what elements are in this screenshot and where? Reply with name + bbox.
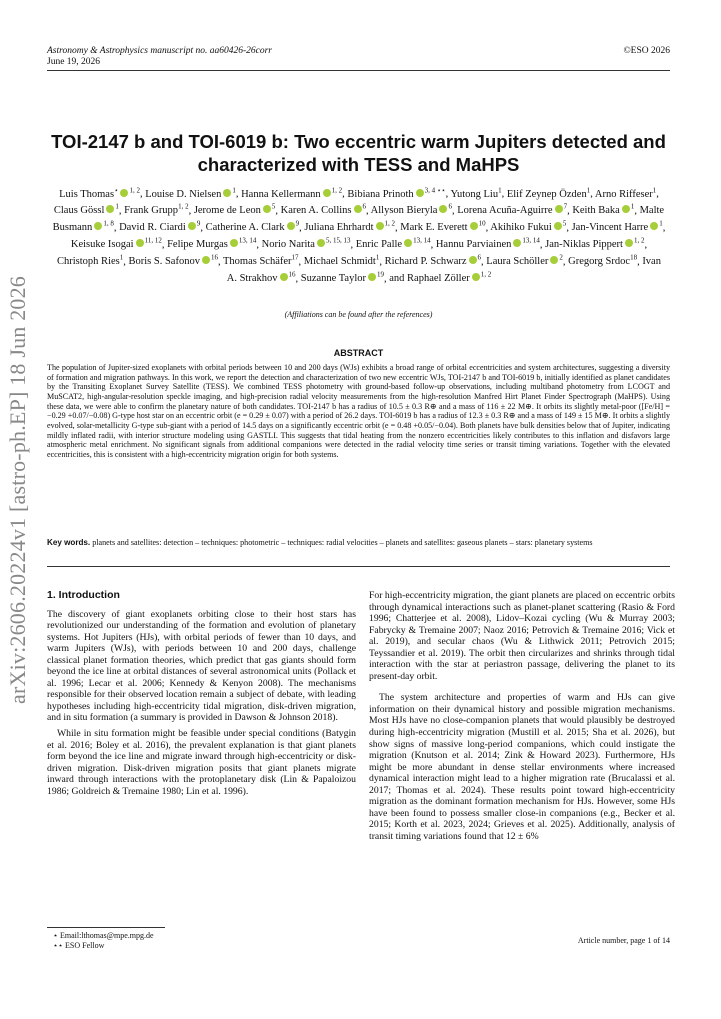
orcid-icon[interactable] <box>472 273 480 281</box>
author-name: Keisuke Isogai <box>70 239 134 251</box>
arxiv-sidebar <box>0 270 38 710</box>
affiliation-number: 5 <box>562 219 567 228</box>
author-name: Boris S. Safonov <box>128 256 200 268</box>
affiliation-number: 17 <box>291 253 299 262</box>
author <box>128 253 218 268</box>
paragraph: For high-eccentricity migration, the giant planets are placed on eccentric orbits through dynamical interactions such as planet-planet scattering (Rasio & Ford 1996; Chatterjee et al. 2008), Lidov–Kozai cycling (Wu & Murray 2003; Fabrycky & Tremaine 2007; Naoz 2016; Petrovich & Tremaine 2016; Vick et al. 2019), and secular chaos (Wu & Lithwick 2011; Petrovich 2015; Teyssandier et al. 2019). The orbit then circularizes and shrinks through tidal interaction with the star at periastron passage, delivering the planet to its present-day orbit. <box>369 590 675 682</box>
author <box>167 236 257 251</box>
author <box>223 253 299 268</box>
orcid-icon[interactable] <box>554 222 562 230</box>
affiliation-number: 1, 2 <box>178 202 189 211</box>
author-name: Enric Palle <box>355 239 403 251</box>
section-heading: 1. Introduction <box>47 589 120 601</box>
author <box>193 202 276 217</box>
author-name: Hanna Kellermann <box>241 188 321 200</box>
orcid-icon[interactable] <box>650 222 658 230</box>
running-header <box>47 46 272 68</box>
orcid-icon[interactable] <box>469 256 477 264</box>
orcid-icon[interactable] <box>550 256 558 264</box>
orcid-icon[interactable] <box>470 222 478 230</box>
author <box>400 219 486 234</box>
author <box>303 253 380 268</box>
orcid-icon[interactable] <box>323 189 331 197</box>
author-name: Michael Schmidt <box>303 256 376 268</box>
keywords-text: planets and satellites: detection – techniques: photometric – techniques: radial velocities – planets and satellites: gaseous planets – stars: planetary systems <box>92 538 593 547</box>
affiliation-number: 13, 14 <box>413 236 431 245</box>
affiliation-number: 11, 12 <box>144 236 162 245</box>
orcid-icon[interactable] <box>94 222 102 230</box>
author <box>594 186 657 200</box>
affiliation-number: 1, 2 <box>384 219 395 228</box>
affiliation-number: 18 <box>630 253 638 262</box>
author <box>355 236 431 251</box>
paragraph: The discovery of giant exoplanets orbiting close to their host stars has revolutionized our understanding of the formation and evolution of planetary systems. Hot Jupiters (HJs), with orbital periods of fewer than 10 days, and warm Jupiters (WJs), with periods between 10 and 200 days, challenge classical planet formation theories, which predict that gas giants should form beyond the ice line at orbital distances of several astronomical units (Pollack et al. 1996; Lecar et al. 2006; Kennedy & Kenyon 2008). The mechanisms responsible for their observed location remain a subject of debate, with leading hypotheses including high-eccentricity tidal migration, disk-driven migration, and in situ formation (a summary is provided in Dawson & Johnson 2018). <box>47 608 356 724</box>
author <box>389 270 492 285</box>
affiliation-number: 6 <box>448 202 452 211</box>
orcid-icon[interactable] <box>317 239 325 247</box>
author-name: David R. Ciardi <box>119 222 186 234</box>
author <box>205 219 300 234</box>
author-name: Felipe Murgas <box>167 239 228 251</box>
orcid-icon[interactable] <box>368 273 376 281</box>
orcid-icon[interactable] <box>439 205 447 213</box>
author <box>571 219 663 234</box>
orcid-icon[interactable] <box>280 273 288 281</box>
author <box>57 253 124 268</box>
affiliation-number: 9 <box>295 219 300 228</box>
author-name: Thomas Schäfer <box>223 256 292 268</box>
arxiv-id: arXiv:2606.20224v1 [astro-ph.EP] 18 Jun 2026 <box>5 276 30 704</box>
author-name: Richard P. Schwarz <box>384 256 467 268</box>
abstract-text: The population of Jupiter-sized exoplanets with orbital periods between 10 and 200 days (WJs) exhibits a broad range of orbital eccentricities and system architectures, suggesting a diversity of formation and migration pathways. In this work, we report the detection and characterization of two new eccentric WJs, TOI-2147 b and TOI-6019 b, initially identified as planet candidates by the Transiting Exoplanet Survey Satellite (TESS). We combined TESS photometry with ground-based follow-up observations, including multiband photometry from LCOGT and MuSCAT2, high-angular-resolution speckle imaging, and high-precision radial velocity measurements from the high-resolution Manfred Hirt Planet Finder Spectrograph (MaHPS). Using these data, we were able to confirm the planetary nature of both candidates. TOI-2147 b has a radius of 10.5 ± 0.3 R⊕ and a mass of 116 ± 22 M⊕. It orbits its slightly metal-poor ([Fe/H] = −0.29 +0.07/−0.08) G-type host star on an eccentric orbit (e = 0.29 ± 0.07) with a period of 26.2 days. TOI-6019 b has a radius of 12.3 ± 0.3 R⊕ and a mass of 149 ± 15 M⊕. It orbits a slightly evolved, solar-metallicity G-type sub-giant with a period of 14.5 days on a significantly eccentric orbit (e = 0.48 +0.05/−0.04). Both planets have bulk densities below that of Jupiter, indicating mildly inflated radii, with interior structure modeling using GASTLI. This suggests that tidal heating from the nonzero eccentricities likely contributes to this inflation and disfavors large atmospheric metal enrichment. No significant signals from additional companions were detected in the radial velocity time series or transit timing variations. Together with the elevated eccentricities, this is consistent with a high-eccentricity migration origin for both systems. <box>47 363 670 459</box>
paragraph: The system architecture and properties of warm and HJs can give information on their dynamical history and possible migration mechanisms. Most HJs have no close-companion planets that would plausibly be destroyed during high-eccentricity migration (Mustill et al. 2015; Sha et al. 2026), but show signs of massive long-period companions, which could instigate the migration (Knutson et al. 2014; Zink & Howard 2023). Furthermore, HJs might be more abundant in dense stellar environments where increased dynamical interaction might lead to a higher migration rate (Brucalassi et al. 2017; Thomas et al. 2024). These results point toward high-eccentricity migration as the dominant formation mechanism for HJs. However, some HJs have been found to possess smaller close-in companions (e.g., Becker et al. 2015; Korth et al. 2023, 2024; Grieves et al. 2025). Additionally, analysis of transit timing variations found that 12 ± 6% <box>369 692 675 842</box>
affiliation-number: 1, 2 <box>480 270 492 279</box>
author <box>280 202 366 217</box>
orcid-icon[interactable] <box>287 222 295 230</box>
keywords-label: Key words. <box>47 538 91 547</box>
orcid-icon[interactable] <box>416 189 424 197</box>
affiliation-number: 1 <box>498 186 502 194</box>
affiliation-number: 3, 4 ⋆⋆ <box>424 186 446 194</box>
author-name: Jan-Niklas Pippert <box>545 239 623 251</box>
author-name: Suzanne Taylor <box>300 273 367 285</box>
author-name: Lorena Acuña-Aguirre <box>457 205 553 217</box>
author-name: Jan-Vincent Harre <box>571 222 649 234</box>
author-name: Hannu Parviainen <box>435 239 512 251</box>
affiliation-number: 1 <box>375 253 380 262</box>
copyright: ©ESO 2026 <box>623 46 670 56</box>
orcid-icon[interactable] <box>120 189 128 197</box>
affiliation-number: 10 <box>478 219 486 228</box>
paper-title: TOI-2147 b and TOI-6019 b: Two eccentric warm Jupiters detected and characterized with TESS and MaHPS <box>51 131 666 175</box>
affiliation-number: 1 <box>652 186 657 194</box>
abstract-rule <box>47 566 670 567</box>
author-name: Catherine A. Clark <box>205 222 285 234</box>
affiliation-number: 1, 2 <box>331 186 343 194</box>
author-name: Louise D. Nielsen <box>145 188 222 200</box>
affiliation-number: 19 <box>377 270 385 279</box>
author <box>457 202 568 217</box>
footnote-fellow: ⋆⋆ ESO Fellow <box>53 941 105 950</box>
affiliation-number: 2 <box>559 253 563 262</box>
affiliation-number: 1 <box>586 186 591 194</box>
author-name: Keith Baka <box>572 205 620 217</box>
author-name: Elif Zeynep Özden <box>506 188 587 200</box>
author <box>145 186 236 200</box>
affiliation-number: 1 <box>659 219 663 228</box>
abstract-heading: ABSTRACT <box>333 348 384 358</box>
author-name: Bibiana Prinoth <box>347 188 414 200</box>
author <box>124 202 189 217</box>
affiliation-number: 13, 14 <box>522 236 540 245</box>
author-name: Mark E. Everett <box>400 222 468 234</box>
right-column <box>369 590 675 846</box>
author-name: Malte Busmann <box>52 205 665 234</box>
orcid-icon[interactable] <box>354 205 362 213</box>
author <box>572 202 635 217</box>
affiliation-number: 1, 2 <box>633 236 645 245</box>
footnote-email: ⋆ Email:lthomas@mpe.mpg.de <box>53 931 154 940</box>
affiliations-note: (Affiliations can be found after the references) <box>284 310 433 319</box>
author-name: Frank Grupp <box>124 205 179 217</box>
orcid-icon[interactable] <box>625 239 633 247</box>
keywords <box>47 538 670 548</box>
orcid-icon[interactable] <box>555 205 563 213</box>
author <box>450 186 502 200</box>
journal-line: Astronomy & Astrophysics manuscript no. aa60426-26corr <box>47 46 273 56</box>
orcid-icon[interactable] <box>513 239 521 247</box>
affiliation-number: 5 <box>271 202 276 211</box>
orcid-icon[interactable] <box>622 205 630 213</box>
affiliation-number: 16 <box>288 270 296 279</box>
author-name: Norio Narita <box>261 239 315 251</box>
author <box>119 219 201 234</box>
author-name: Karen A. Collins <box>280 205 352 217</box>
author <box>70 236 162 251</box>
orcid-icon[interactable] <box>223 189 231 197</box>
author <box>568 253 638 268</box>
paragraph: While in situ formation might be feasible under special conditions (Batygin et al. 2016; Boley et al. 2016), the prevalent explanation is that giant planets form beyond the ice line and migrate inward through high-eccentricity or disk-driven migration. Disk-driven migration posits that giant planets migrate inward through interactions with the protoplanetary disk (Lin & Papaloizou 1986; Goldreich & Tremaine 1980; Lin et al. 1996). <box>47 728 356 797</box>
orcid-icon[interactable] <box>106 205 114 213</box>
author-list: Luis Thomas⋆ $^{1, 2}$, Louise D. Nielsen $^1$, Hanna Kellermann $^{1, 2}$, Bibiana Prinoth $^{3, 4 ⋆⋆}$, Yutong Liu$^1$, Elif Zeynep Özden$^1$, Arno Riffeser$^1$, Claus Gössl $^1$, Frank Grupp$^{1, 2}$, Jerome de Leon $^5$, Karen A. Collins $^6$, Allyson Bieryla $^6$, Lorena Acuña-Aguirre $^7$, Keith Baka $^1$, Malte Busmann $^{1, 8}$, David R. Ciardi $^9$, Catherine A. Clark $^9$, Juliana Ehrhardt $^{1, 2}$, Mark E. Everett $^{10}$, Akihiko Fukui $^5$, Jan-Vincent Harre $^1$, Keisuke Isogai $^{11, 12}$, Felipe Murgas $^{13, 14}$, Norio Narita $^{5, 15, 13}$, Enric Palle $^{13, 14}$, Hannu Parviainen $^{13, 14}$, Jan-Niklas Pippert $^{1, 2}$, Christoph Ries$^1$, Boris S. Safonov $^{16}$, Thomas Schäfer$^{17}$, Michael Schmidt$^1$, Richard P. Schwarz $^6$, Laura Schöller $^2$, Gregorg Srdoc$^{18}$, Ivan A. Strakhov $^{16}$, Suzanne Taylor $^{19}$, and Raphael Zöller $^{1, 2}$ <box>52 186 666 285</box>
author <box>486 253 563 268</box>
orcid-icon[interactable] <box>404 239 412 247</box>
author <box>506 186 591 200</box>
author <box>59 186 140 200</box>
author <box>304 219 395 234</box>
author-name: Jerome de Leon <box>193 205 261 217</box>
author <box>300 270 385 285</box>
author-name: and Raphael Zöller <box>389 273 470 285</box>
orcid-icon[interactable] <box>202 256 210 264</box>
author <box>261 236 351 251</box>
author-name: Yutong Liu <box>450 188 499 200</box>
orcid-icon[interactable] <box>136 239 144 247</box>
affiliation-number: 5, 15, 13 <box>325 236 351 245</box>
author-mark: ⋆ <box>114 186 119 194</box>
author-name: Claus Gössl <box>53 205 105 217</box>
affiliation-number: 6 <box>362 202 366 211</box>
orcid-icon[interactable] <box>263 205 271 213</box>
affiliation-number: 1 <box>115 202 119 211</box>
affiliation-number: 9 <box>196 219 201 228</box>
author <box>370 202 452 217</box>
author-name: Juliana Ehrhardt <box>304 222 374 234</box>
affiliation-number: 1, 2 <box>129 186 140 194</box>
date-line: June 19, 2026 <box>47 57 101 67</box>
footnote-rule <box>47 927 165 928</box>
page-footer: Article number, page 1 of 14 <box>577 936 670 945</box>
author <box>545 236 645 251</box>
author-name: Christoph Ries <box>57 256 120 268</box>
affiliation-number: 7 <box>563 202 568 211</box>
left-column <box>47 590 356 801</box>
author <box>490 219 567 234</box>
author <box>435 236 540 251</box>
author-name: Laura Schöller <box>486 256 549 268</box>
footnotes <box>47 931 154 951</box>
affiliation-number: 16 <box>210 253 218 262</box>
author <box>53 202 119 217</box>
author-name: Allyson Bieryla <box>370 205 438 217</box>
affiliation-number: 1 <box>119 253 124 262</box>
author-name: Luis Thomas <box>59 188 115 200</box>
author-name: Gregorg Srdoc <box>568 256 631 268</box>
affiliation-number: 1 <box>232 186 236 194</box>
affiliation-number: 1 <box>630 202 635 211</box>
orcid-icon[interactable] <box>188 222 196 230</box>
affiliation-number: 1, 8 <box>103 219 114 228</box>
author-name: Arno Riffeser <box>594 188 653 200</box>
author-name: Akihiko Fukui <box>490 222 552 234</box>
author <box>347 186 446 200</box>
header-rule <box>47 70 670 71</box>
orcid-icon[interactable] <box>376 222 384 230</box>
affiliation-number: 6 <box>477 253 482 262</box>
author <box>241 186 343 200</box>
author <box>384 253 482 268</box>
orcid-icon[interactable] <box>230 239 238 247</box>
affiliation-number: 13, 14 <box>238 236 257 245</box>
author-name: Ivan A. Strakhov <box>226 256 661 285</box>
